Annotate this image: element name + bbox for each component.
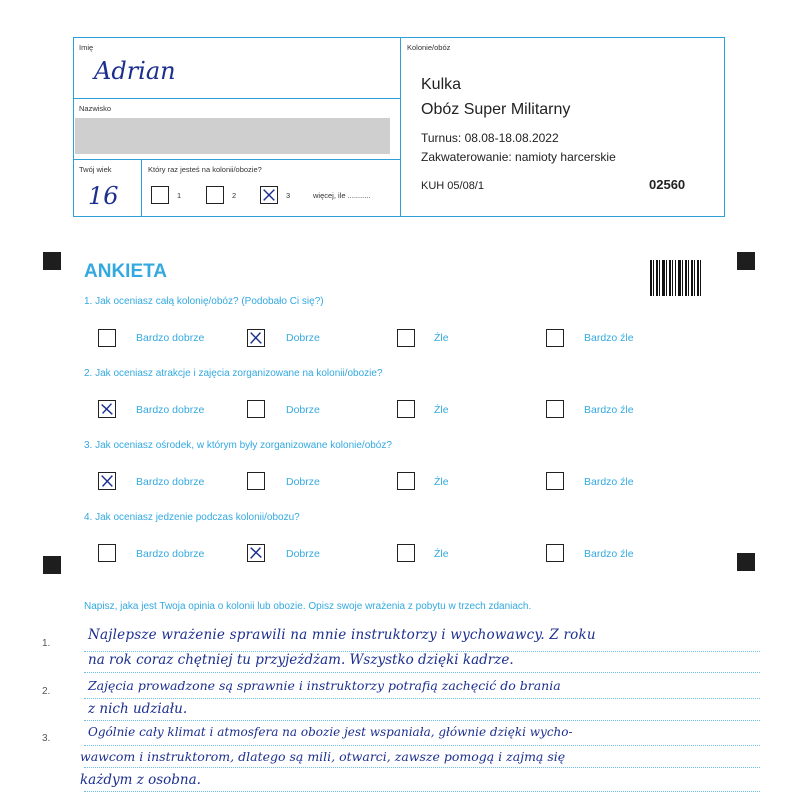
line-number-1: 1.	[42, 638, 51, 649]
q2-label-dobrze: Dobrze	[286, 404, 320, 416]
writing-line	[84, 745, 760, 746]
q2-label-bardzo-dobrze: Bardzo dobrze	[136, 404, 205, 416]
q1-label-dobrze: Dobrze	[286, 332, 320, 344]
visit-1-checkbox[interactable]	[151, 186, 169, 204]
check-x-icon	[248, 545, 264, 561]
divider	[73, 98, 401, 99]
turnus: Turnus: 08.08-18.08.2022	[421, 131, 559, 145]
q2-label-zle: Źle	[434, 404, 449, 416]
handwriting-line-4[interactable]: z nich udziału.	[88, 701, 188, 717]
question-4: 4. Jak oceniasz jedzenie podczas kolonii/obozu?	[84, 512, 300, 523]
q1-option-bardzo-dobrze[interactable]	[98, 329, 116, 347]
zakwaterowanie: Zakwaterowanie: namioty harcerskie	[421, 150, 616, 164]
q4-label-zle: Źle	[434, 548, 449, 560]
handwriting-line-1[interactable]: Najlepsze wrażenie sprawili na mnie instruktorzy i wychowawcy. Z roku	[88, 627, 596, 643]
q3-option-dobrze[interactable]	[247, 472, 265, 490]
line-number-2: 2.	[42, 686, 51, 697]
q3-option-bardzo-dobrze[interactable]	[98, 472, 116, 490]
ktory-raz-label: Który raz jesteś na kolonii/obozie?	[148, 165, 262, 174]
q3-label-dobrze: Dobrze	[286, 476, 320, 488]
nazwisko-label: Nazwisko	[79, 104, 112, 113]
question-3: 3. Jak oceniasz ośrodek, w którym były zorganizowane kolonie/obóz?	[84, 440, 392, 451]
wiecej-label: więcej, ile ...........	[313, 191, 371, 200]
opinion-prompt: Napisz, jaka jest Twoja opinia o kolonii lub obozie. Opisz swoje wrażenia z pobytu w trzech zdaniach.	[84, 601, 532, 612]
q2-option-dobrze[interactable]	[247, 400, 265, 418]
q4-label-bardzo-zle: Bardzo źle	[584, 548, 634, 560]
q2-option-zle[interactable]	[397, 400, 415, 418]
camp-title: Obóz Super Militarny	[421, 101, 571, 118]
q4-option-bardzo-dobrze[interactable]	[98, 544, 116, 562]
writing-line	[84, 672, 760, 673]
q2-option-bardzo-dobrze[interactable]	[98, 400, 116, 418]
visit-2-label: 2	[232, 191, 237, 200]
q1-label-zle: Źle	[434, 332, 449, 344]
line-number-3: 3.	[42, 733, 51, 744]
q3-label-bardzo-dobrze: Bardzo dobrze	[136, 476, 205, 488]
survey-title: ANKIETA	[84, 261, 168, 282]
q4-label-dobrze: Dobrze	[286, 548, 320, 560]
question-1: 1. Jak oceniasz całą kolonię/obóz? (Podobało Ci się?)	[84, 296, 324, 307]
handwriting-line-5[interactable]: Ogólnie cały klimat i atmosfera na obozie jest wspaniała, głównie dzięki wycho-	[88, 725, 573, 739]
check-x-icon	[99, 401, 115, 417]
q3-label-bardzo-zle: Bardzo źle	[584, 476, 634, 488]
visit-3-label: 3	[286, 191, 291, 200]
registration-marker	[43, 252, 61, 270]
divider	[73, 159, 401, 160]
writing-line	[84, 767, 760, 768]
writing-line	[84, 720, 760, 721]
question-2: 2. Jak oceniasz atrakcje i zajęcia zorganizowane na kolonii/obozie?	[84, 368, 383, 379]
wiek-value[interactable]: 16	[88, 182, 119, 210]
kolonia-label: Kolonie/obóz	[407, 43, 451, 52]
handwriting-line-3[interactable]: Zajęcia prowadzone są sprawnie i instruktorzy potrafią zachęcić do brania	[88, 678, 561, 693]
divider	[141, 159, 142, 217]
q3-option-zle[interactable]	[397, 472, 415, 490]
registration-marker	[737, 252, 755, 270]
q1-option-bardzo-zle[interactable]	[546, 329, 564, 347]
q1-option-zle[interactable]	[397, 329, 415, 347]
q4-label-bardzo-dobrze: Bardzo dobrze	[136, 548, 205, 560]
visit-3-checkbox[interactable]	[260, 186, 278, 204]
imie-value[interactable]: Adrian	[94, 57, 176, 85]
q2-label-bardzo-zle: Bardzo źle	[584, 404, 634, 416]
wiek-label: Twój wiek	[79, 165, 112, 174]
check-x-icon	[248, 330, 264, 346]
barcode-icon	[650, 260, 702, 296]
visit-1-label: 1	[177, 191, 182, 200]
q1-option-dobrze[interactable]	[247, 329, 265, 347]
registration-marker	[43, 556, 61, 574]
form-number: 02560	[649, 177, 686, 192]
q2-option-bardzo-zle[interactable]	[546, 400, 564, 418]
registration-marker	[737, 553, 755, 571]
redacted-surname	[75, 118, 390, 154]
handwriting-line-7[interactable]: każdym z osobna.	[80, 772, 201, 788]
check-x-icon	[261, 187, 277, 203]
q1-label-bardzo-dobrze: Bardzo dobrze	[136, 332, 205, 344]
q4-option-zle[interactable]	[397, 544, 415, 562]
q4-option-bardzo-zle[interactable]	[546, 544, 564, 562]
q1-label-bardzo-zle: Bardzo źle	[584, 332, 634, 344]
writing-line	[84, 791, 760, 792]
camp-code: KUH 05/08/1	[421, 180, 484, 192]
visit-2-checkbox[interactable]	[206, 186, 224, 204]
q3-option-bardzo-zle[interactable]	[546, 472, 564, 490]
check-x-icon	[99, 473, 115, 489]
camp-name: Kulka	[421, 76, 462, 93]
q4-option-dobrze[interactable]	[247, 544, 265, 562]
writing-line	[84, 698, 760, 699]
imie-label: Imię	[79, 43, 94, 52]
q3-label-zle: Źle	[434, 476, 449, 488]
handwriting-line-6[interactable]: wawcom i instruktorom, dlatego są mili, otwarci, zawsze pomogą i zajmą się	[80, 749, 566, 764]
handwriting-line-2[interactable]: na rok coraz chętniej tu przyjeżdżam. Wszystko dzięki kadrze.	[88, 652, 514, 668]
